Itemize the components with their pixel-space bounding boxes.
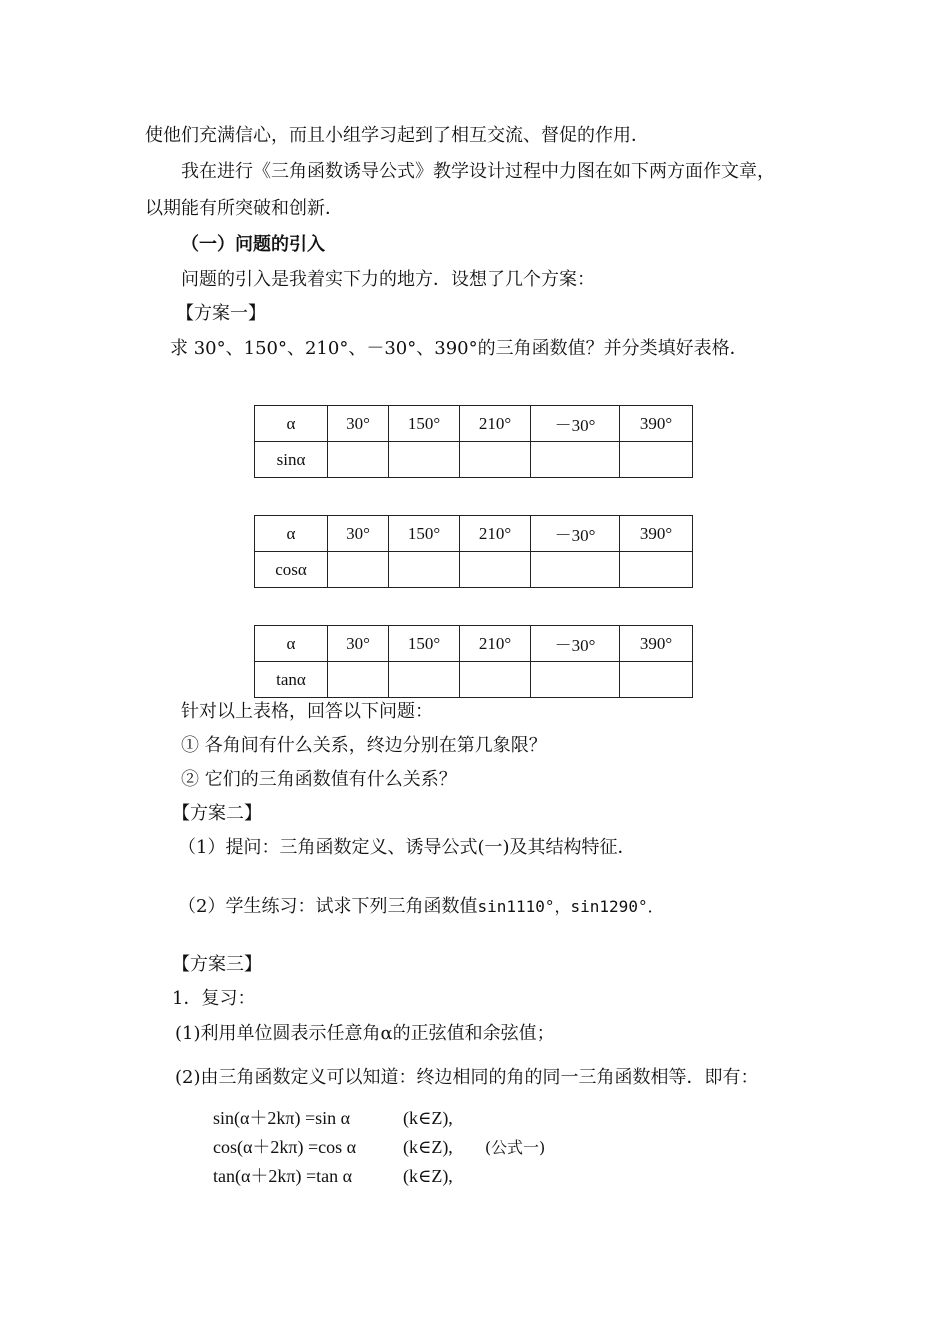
formula-tan-expression: tan(α＋2kπ) =tan α	[213, 1166, 353, 1186]
paragraph-design-line1: 我在进行《三角函数诱导公式》教学设计过程中力图在如下两方面作文章，	[181, 161, 775, 182]
table-cell-empty	[620, 442, 693, 478]
paragraph-design-line2: 以期能有所突破和创新．	[145, 198, 343, 219]
table-row-label: cosα	[255, 552, 328, 588]
table-cell: α	[255, 406, 328, 442]
scheme-two-label: 【方案二】	[172, 803, 262, 824]
formula-cos	[213, 1135, 545, 1160]
formula-sin	[213, 1106, 453, 1130]
table-cell: 210°	[460, 516, 531, 552]
paragraph-schemes-intro: 问题的引入是我着实下力的地方．设想了几个方案：	[181, 269, 595, 290]
exercise-expression: sin1110°，sin1290°．	[477, 897, 664, 916]
table-cell: 150°	[389, 516, 460, 552]
table-row-label: tanα	[255, 662, 328, 698]
table-cell: 210°	[460, 626, 531, 662]
table-cell: 390°	[620, 516, 693, 552]
questions-intro: 针对以上表格，回答以下问题：	[181, 701, 433, 722]
review-item-one: (1)利用单位圆表示任意角α的正弦值和余弦值；	[175, 1023, 555, 1044]
scheme-one-task: 求 30°、150°、210°、－30°、390°的三角函数值？并分类填好表格．	[170, 338, 748, 359]
table-cell: 390°	[620, 406, 693, 442]
table-cell-empty	[531, 552, 620, 588]
table-cell: 390°	[620, 626, 693, 662]
table-cell: 30°	[328, 406, 389, 442]
scheme-three-label: 【方案三】	[172, 954, 262, 975]
table-cell: －30°	[531, 406, 620, 442]
table-row	[255, 662, 693, 698]
table-row	[255, 552, 693, 588]
table-cell: 30°	[328, 626, 389, 662]
formula-tag: (公式一)	[484, 1138, 546, 1157]
table-cell-empty	[328, 662, 389, 698]
question-one: ① 各角间有什么关系，终边分别在第几象限？	[181, 735, 547, 756]
formula-cos-expression: cos(α＋2kπ) =cos α	[213, 1137, 357, 1157]
table-row	[255, 626, 693, 662]
table-row	[255, 442, 693, 478]
tan-table	[254, 625, 693, 698]
scheme-one-label: 【方案一】	[176, 303, 266, 324]
table-cell-empty	[460, 662, 531, 698]
table-cell: 30°	[328, 516, 389, 552]
table-cell-empty	[389, 552, 460, 588]
cos-table	[254, 515, 693, 588]
formula-tan-condition: (k∈Z),	[403, 1166, 453, 1186]
table-cell-empty	[620, 662, 693, 698]
scheme-two-item-two	[178, 895, 664, 919]
paragraph-intro-end: 使他们充满信心，而且小组学习起到了相互交流、督促的作用．	[145, 125, 649, 146]
table-cell: α	[255, 516, 328, 552]
table-cell-empty	[328, 552, 389, 588]
sin-table	[254, 405, 693, 478]
table-cell-empty	[531, 662, 620, 698]
table-cell-empty	[328, 442, 389, 478]
table-cell: 150°	[389, 406, 460, 442]
formula-sin-expression: sin(α＋2kπ) =sin α	[213, 1108, 351, 1128]
formula-tan	[213, 1164, 453, 1188]
scheme-two-item-one: （1）提问：三角函数定义、诱导公式(一)及其结构特征．	[178, 837, 636, 858]
review-item-two: (2)由三角函数定义可以知道：终边相同的角的同一三角函数相等．即有：	[175, 1067, 759, 1088]
section-heading: （一）问题的引入	[181, 234, 325, 255]
table-row	[255, 406, 693, 442]
table-cell: －30°	[531, 626, 620, 662]
table-cell: 210°	[460, 406, 531, 442]
table-cell-empty	[460, 552, 531, 588]
table-cell-empty	[460, 442, 531, 478]
table-cell-empty	[389, 442, 460, 478]
table-row-label: sinα	[255, 442, 328, 478]
review-heading: 1．复习：	[172, 988, 256, 1009]
table-cell-empty	[389, 662, 460, 698]
formula-sin-condition: (k∈Z),	[403, 1108, 453, 1128]
scheme-two-item-two-text: （2）学生练习：试求下列三角函数值	[178, 896, 478, 917]
formula-cos-condition: (k∈Z),	[403, 1137, 453, 1157]
table-cell-empty	[620, 552, 693, 588]
question-two: ② 它们的三角函数值有什么关系？	[181, 769, 457, 790]
table-cell: －30°	[531, 516, 620, 552]
table-cell-empty	[531, 442, 620, 478]
table-cell: 150°	[389, 626, 460, 662]
table-cell: α	[255, 626, 328, 662]
table-row	[255, 516, 693, 552]
